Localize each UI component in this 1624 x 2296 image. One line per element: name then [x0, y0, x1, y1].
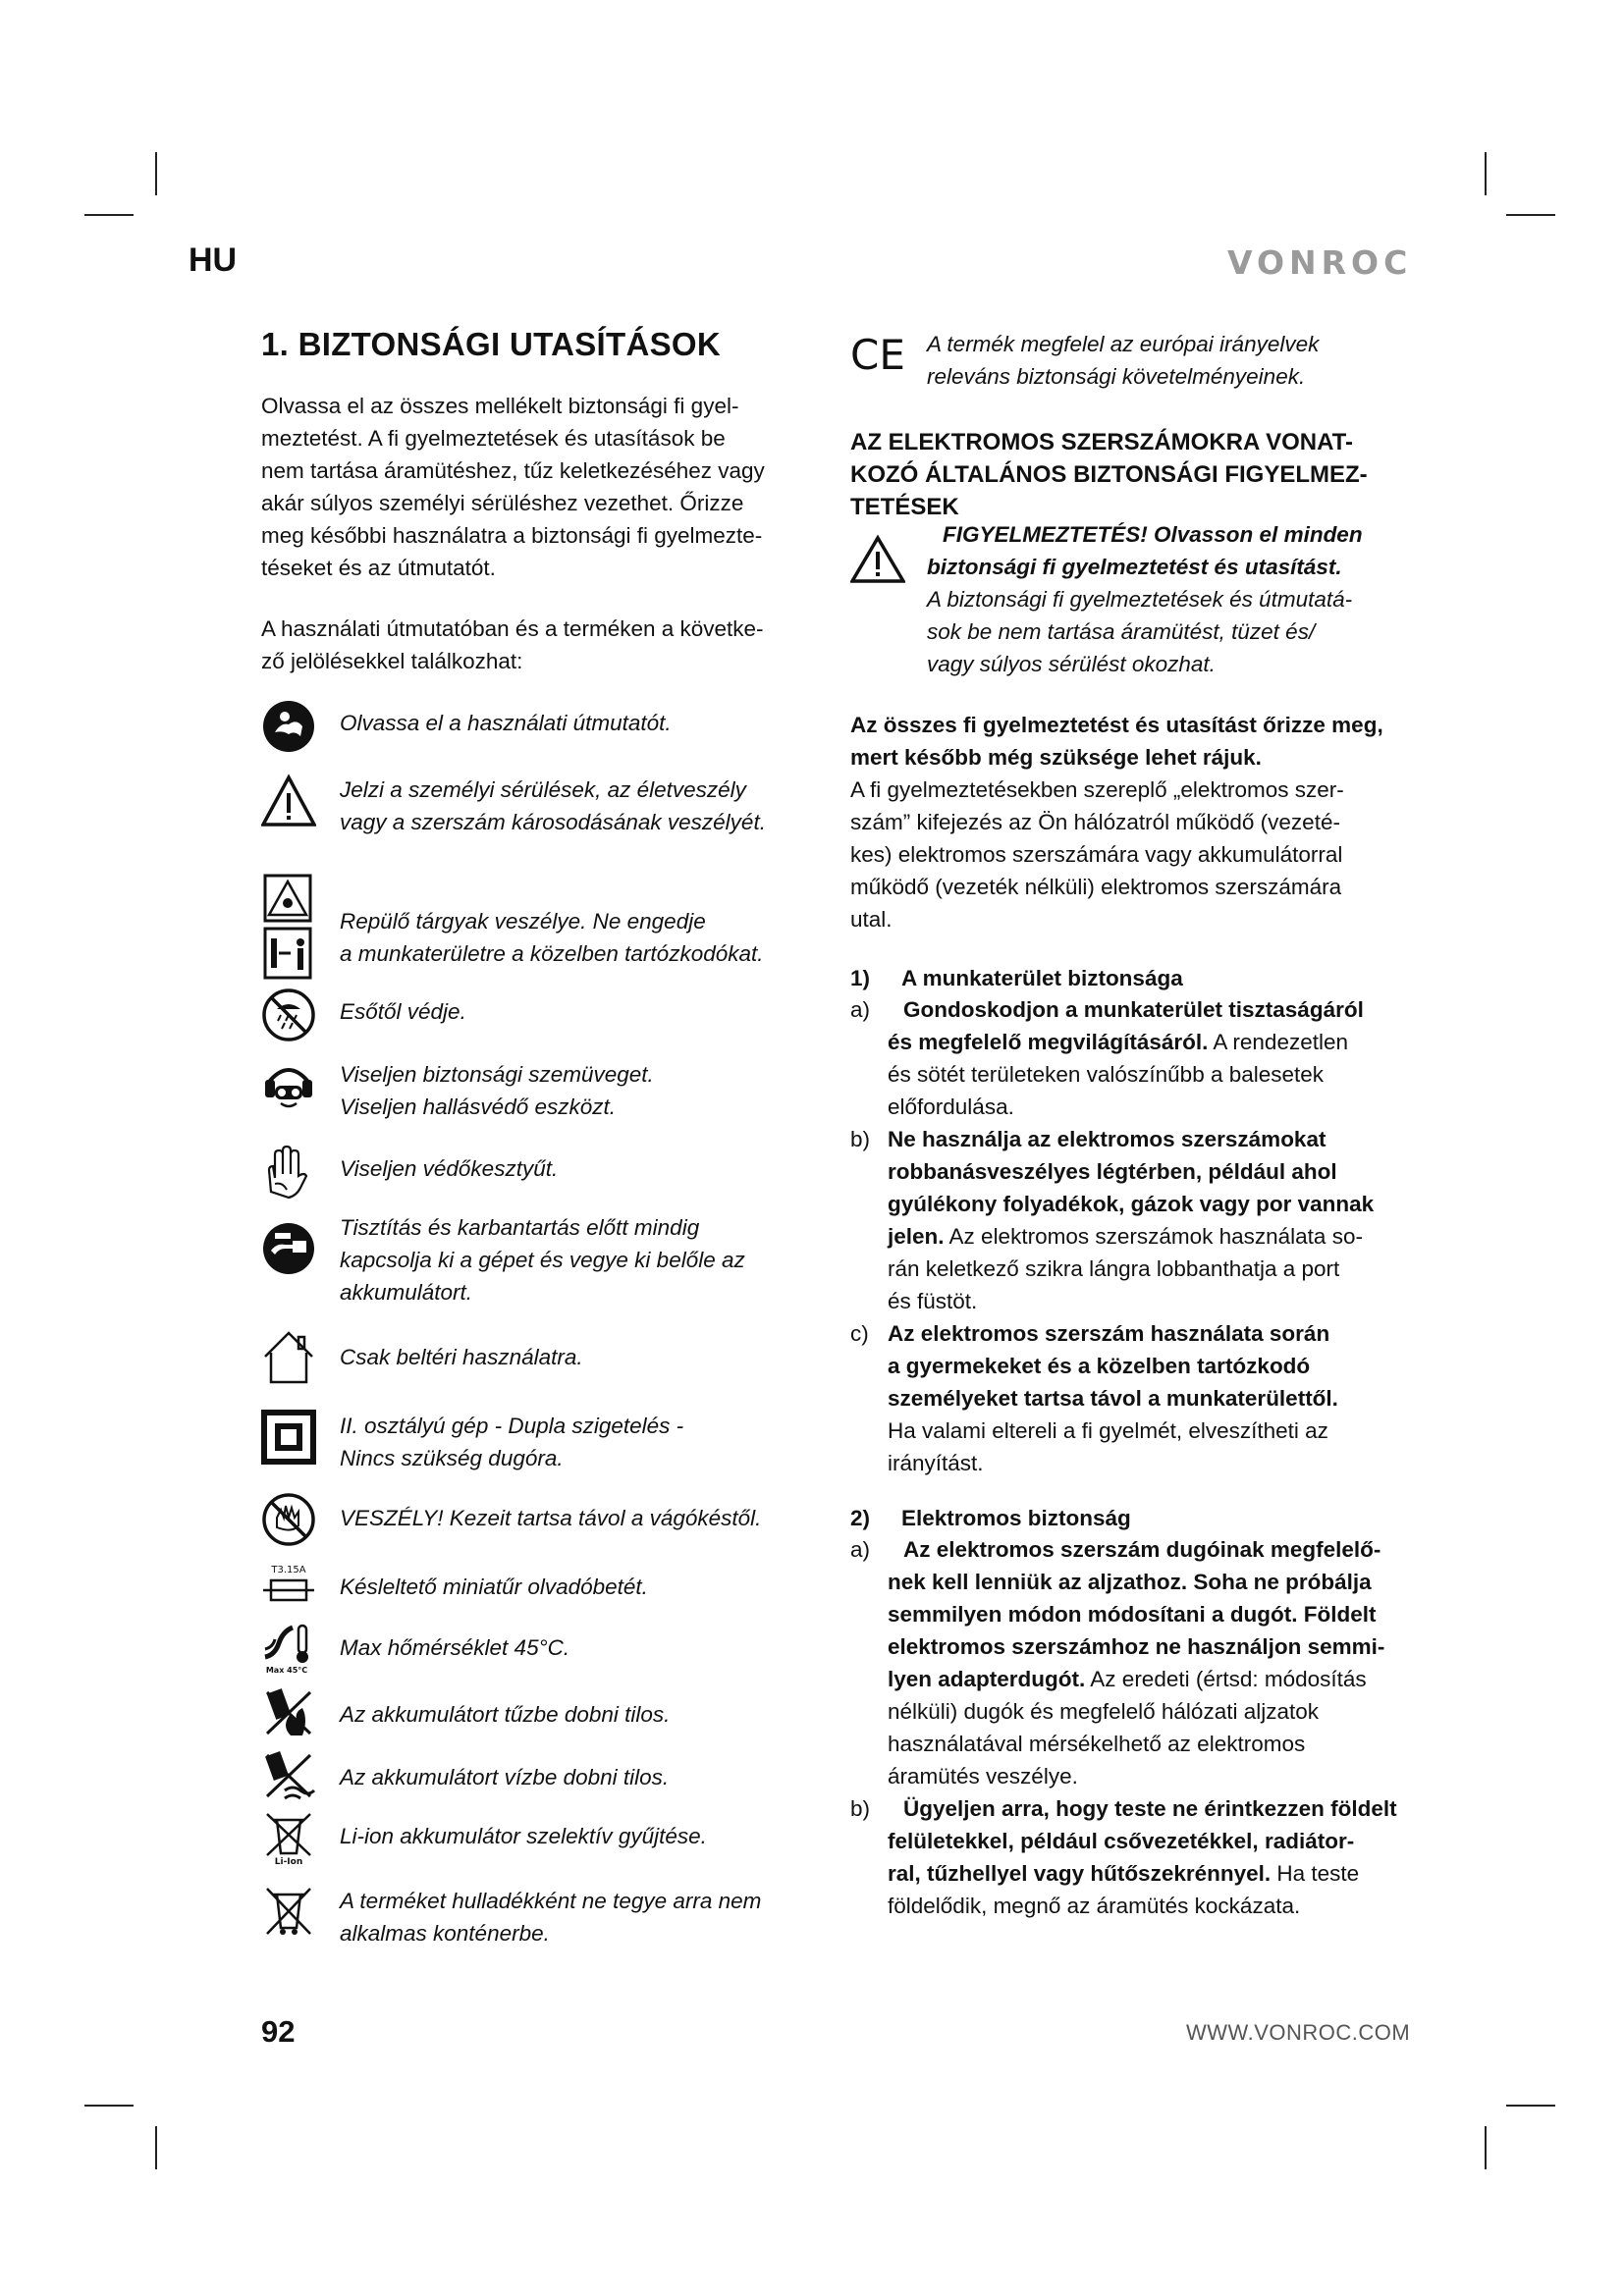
safety-goggles-icon [261, 1058, 316, 1113]
symbol-text: vagy a szerszám károsodásának veszélyét. [340, 810, 766, 834]
item-bold-line: Az elektromos szerszám dugóinak megfelelő- [903, 1537, 1381, 1562]
list-item [850, 1533, 1430, 1792]
warning-triangle-icon [261, 774, 316, 828]
symbol-text: Viseljen hallásvédő eszközt. [340, 1095, 616, 1119]
text-line: A használati útmutatóban és a terméken a követke- [261, 616, 764, 641]
symbol-text: Max hőmérséklet 45°C. [340, 1635, 570, 1660]
item-bold-line: ral, tűzhellyel vagy hűtőszekrénnyel. [888, 1861, 1272, 1886]
symbol-text: Az akkumulátort tűzbe dobni tilos. [340, 1702, 671, 1727]
general-warning-block [927, 518, 1428, 680]
fuse-rating: T3.15A [271, 1565, 306, 1575]
symbol-row [261, 1810, 707, 1865]
item-bold-line: elektromos szerszámhoz ne használjon semmi- [888, 1634, 1385, 1659]
ce-mark-text: CE [850, 332, 905, 375]
symbol-row [261, 874, 764, 982]
text-line: utal. [850, 907, 893, 932]
item-text-line: földelődik, megnő az áramütés kockázata. [888, 1894, 1301, 1918]
item-bold-line: Ügyeljen arra, hogy teste ne érintkezzen földelt [903, 1796, 1397, 1821]
item-text-line: használatával mérsékelhető az elektromos [888, 1732, 1306, 1756]
symbol-row [261, 1885, 762, 1946]
li-ion-label: Li-Ion [274, 1857, 303, 1865]
warning-bold-line: FIGYELMEZTETÉS! Olvasson el minden [943, 522, 1363, 547]
no-fire-battery-icon [261, 1684, 316, 1739]
crop-mark [1485, 152, 1487, 195]
symbol-text: VESZÉLY! Kezeit tartsa távol a vágókéstől. [340, 1506, 762, 1530]
symbol-text: Li-ion akkumulátor szelektív gyűjtése. [340, 1824, 707, 1848]
symbol-text: kapcsolja ki a gépet és vegye ki belőle az [340, 1248, 745, 1272]
symbol-text: Olvassa el a használati útmutatót. [340, 711, 672, 735]
warning-triangle-icon [850, 534, 905, 585]
flying-objects-icon [261, 874, 316, 982]
item-bold-line: Gondoskodjon a munkaterület tisztaságáról [903, 997, 1364, 1022]
item-text-line: áramütés veszélye. [888, 1764, 1078, 1789]
item-text-line: előfordulása. [888, 1095, 1014, 1119]
crop-mark [155, 2126, 157, 2169]
text-line: szám” kifejezés az Ön hálózatról működő (vezeté- [850, 810, 1340, 834]
symbol-text: Esőtől védje. [340, 999, 466, 1024]
list-item [850, 993, 1430, 1123]
weee-bin-icon [261, 1885, 316, 1940]
crop-mark [155, 152, 157, 195]
brand-logo [1227, 245, 1414, 279]
warning-line: A biztonsági fi gyelmeztetések és útmutatá- [927, 587, 1353, 612]
symbol-text: Jelzi a személyi sérülések, az életveszély [340, 777, 746, 802]
symbol-text: Viseljen védőkesztyűt. [340, 1156, 559, 1181]
page-title: 1. BIZTONSÁGI UTASÍTÁSOK [261, 326, 722, 362]
item-bold-line: lyen adapterdugót. [888, 1667, 1086, 1691]
text-line: A termék megfelel az európai irányelvek [927, 332, 1320, 356]
symbol-row [261, 1492, 762, 1547]
item-text-line: nélküli) dugók és megfelelő hálózati aljzatok [888, 1699, 1320, 1724]
indoor-use-icon [261, 1329, 316, 1384]
item-text-line: rán keletkező szikra lángra lobbanthatja a port [888, 1256, 1340, 1281]
item-letter: a) [850, 997, 871, 1022]
symbol-text: Csak beltéri használatra. [340, 1345, 583, 1369]
symbol-row [261, 1145, 559, 1200]
unplug-battery-icon [261, 1221, 316, 1276]
item-bold-line: gyúlékony folyadékok, gázok vagy por vannak [888, 1192, 1375, 1216]
symbol-text: Repülő tárgyak veszélye. Ne engedje [340, 909, 706, 934]
symbol-row [261, 699, 672, 754]
language-code: HU [189, 241, 238, 279]
item-text-line: és sötét területeken valószínűbb a balesetek [888, 1062, 1325, 1087]
text-line: akár súlyos személyi sérüléshez vezethet. Őrizze [261, 491, 744, 515]
brand-logo-text: VONROC [1227, 245, 1413, 279]
warning-bold-line: biztonsági fi gyelmeztetést és utasítást. [927, 555, 1342, 579]
symbol-text: Viseljen biztonsági szemüveget. [340, 1062, 654, 1087]
section-heading-work-area [850, 962, 1430, 994]
read-manual-icon [261, 699, 316, 754]
item-bold-line: nek kell lenniük az aljzathoz. Soha ne próbálja [888, 1570, 1372, 1594]
item-bold-line: személyeket tartsa távol a munkaterülettől. [888, 1386, 1338, 1411]
no-water-battery-icon [261, 1747, 316, 1802]
page-number: 92 [261, 2014, 296, 2049]
text-line: meg későbbi használatra a biztonsági fi gyelmezte- [261, 523, 763, 548]
item-text-tail: A rendezetlen [1208, 1030, 1349, 1054]
ce-statement [927, 328, 1428, 393]
item-bold-line: semmilyen módon módosítani a dugót. Földelt [888, 1602, 1377, 1627]
item-bold-line: felületekkel, például csővezetékkel, radiátor- [888, 1829, 1355, 1853]
item-letter: b) [850, 1127, 871, 1151]
symbols-intro [261, 613, 831, 677]
item-text-tail: Az eredeti (értsd: módosítás [1085, 1667, 1367, 1691]
symbol-text: Nincs szükség dugóra. [340, 1446, 564, 1470]
text-line: kes) elektromos szerszámára vagy akkumulátorral [850, 842, 1343, 867]
keep-hands-away-icon [261, 1492, 316, 1547]
symbol-row [261, 1559, 648, 1614]
symbol-text: a munkaterületre a közelben tartózkodókat. [340, 941, 764, 966]
symbol-text: A terméket hulladékként ne tegye arra nem [340, 1889, 762, 1913]
item-letter: a) [850, 1537, 871, 1562]
symbol-row [261, 1747, 670, 1802]
text-line: releváns biztonsági követelményeinek. [927, 364, 1306, 389]
footer-url: WWW.VONROC.COM [1186, 2020, 1411, 2045]
item-bold-line: és megfelelő megvilágításáról. [888, 1030, 1209, 1054]
heading-line: AZ ELEKTROMOS SZERSZÁMOKRA VONAT- [850, 429, 1353, 455]
item-text-line: és füstöt. [888, 1289, 978, 1313]
heading-line: KOZÓ ÁLTALÁNOS BIZTONSÁGI FIGYELMEZ- [850, 461, 1368, 488]
crop-mark [84, 214, 134, 216]
list-item [850, 1792, 1430, 1922]
symbol-text: alkalmas konténerbe. [340, 1921, 550, 1946]
text-line: Az összes fi gyelmeztetést és utasítást őrizze meg, [850, 713, 1383, 737]
warning-line: sok be nem tartása áramütést, tüzet és/ [927, 619, 1316, 644]
symbol-text: II. osztályú gép - Dupla szigetelés - [340, 1414, 684, 1438]
section-heading-electrical-safety [850, 1502, 1430, 1534]
symbol-row [261, 1215, 745, 1305]
text-line: mert később még szüksége lehet rájuk. [850, 745, 1262, 770]
item-text-tail: Az elektromos szerszámok használata so- [944, 1224, 1363, 1249]
text-line: téseket és az útmutatót. [261, 556, 496, 580]
fuse-icon [261, 1559, 316, 1614]
symbol-text: Tisztítás és karbantartás előtt mindig [340, 1215, 700, 1240]
item-text-tail: Ha teste [1271, 1861, 1360, 1886]
list-item [850, 1317, 1430, 1479]
crop-mark [1506, 2105, 1555, 2107]
symbol-row [261, 988, 466, 1042]
item-bold-line: Az elektromos szerszám használata során [888, 1321, 1330, 1346]
symbol-text: akkumulátort. [340, 1280, 473, 1305]
crop-mark [84, 2105, 134, 2107]
text-line: működő (vezeték nélküli) elektromos szerszámára [850, 875, 1342, 899]
item-bold-line: a gyermekeket és a közelben tartózkodó [888, 1354, 1311, 1378]
section-title: Elektromos biztonság [901, 1506, 1131, 1530]
item-text-line: irányítást. [888, 1451, 984, 1475]
list-item [850, 1123, 1430, 1317]
symbol-row [261, 1684, 671, 1739]
symbol-row [261, 1620, 570, 1675]
section-number: 1) [850, 966, 871, 990]
item-letter: b) [850, 1796, 871, 1821]
max-temperature-icon [261, 1620, 316, 1675]
rain-protection-icon [261, 988, 316, 1042]
general-warnings-title [850, 426, 1430, 523]
text-line: A fi gyelmeztetésekben szereplő „elektromos szer- [850, 777, 1344, 802]
keep-instructions-block [850, 709, 1430, 935]
item-bold-line: robbanásveszélyes légtérben, például ahol [888, 1159, 1337, 1184]
symbol-row [261, 1058, 654, 1119]
item-bold-line: Ne használja az elektromos szerszámokat [888, 1127, 1326, 1151]
text-line: nem tartása áramütéshez, tűz keletkezéséhez vagy [261, 458, 765, 483]
symbol-row [261, 774, 766, 834]
section-title: A munkaterület biztonsága [901, 966, 1183, 990]
item-bold-line: jelen. [888, 1224, 945, 1249]
intro-paragraph [261, 390, 831, 584]
heading-line: TETÉSEK [850, 494, 959, 520]
crop-mark [1485, 2126, 1487, 2169]
text-line: meztetést. A fi gyelmeztetések és utasítások be [261, 426, 726, 451]
text-line: ző jelölésekkel találkozhat: [261, 649, 523, 673]
symbol-row [261, 1329, 583, 1384]
ce-mark-icon [850, 332, 905, 375]
double-insulation-icon [261, 1410, 316, 1465]
symbol-text: Késleltető miniatűr olvadóbetét. [340, 1575, 648, 1599]
li-ion-recycle-icon [261, 1810, 316, 1865]
symbol-row [261, 1410, 684, 1470]
crop-mark [1506, 214, 1555, 216]
text-line: Olvassa el az összes mellékelt biztonsági fi gyel- [261, 394, 739, 418]
item-text-line: Ha valami eltereli a fi gyelmét, elveszítheti az [888, 1418, 1328, 1443]
warning-line: vagy súlyos sérülést okozhat. [927, 652, 1216, 676]
section-number: 2) [850, 1506, 871, 1530]
symbol-text: Az akkumulátort vízbe dobni tilos. [340, 1765, 670, 1789]
temperature-label: Max 45°C [265, 1666, 308, 1675]
item-letter: c) [850, 1321, 869, 1346]
gloves-icon [261, 1145, 316, 1200]
